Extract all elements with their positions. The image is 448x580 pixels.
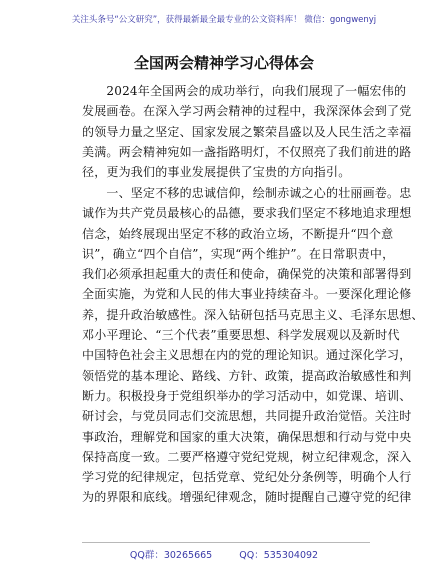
paragraph-line: 保持高度一致。二要严格遵守党纪党规，树立纪律观念，深入 [82, 449, 412, 464]
paragraph-line: 的领导力量之坚定、国家发展之繁荣昌盛以及人民生活之幸福 [82, 124, 412, 139]
footer-contacts [0, 547, 448, 561]
paragraph-line: 径，更为我们的事业发展提供了宝贵的方向指引。 [82, 165, 351, 180]
paragraph-line: 养，提升政治敏感性。深入钻研包括马克思主义、毛泽东思想、 [82, 307, 424, 322]
paragraph-line: 学习党的纪律规定，包括党章、党纪处分条例等，明确个人行 [82, 470, 412, 485]
footer-qq: QQ：535304092 [239, 550, 319, 561]
paragraph-line: 事政治，理解党和国家的重大决策，确保思想和行动与党中央 [82, 429, 412, 444]
paragraph-line: 为的界限和底线。增强纪律观念，随时提醒自己遵守党的纪律 [82, 490, 412, 505]
paragraph-line: 全面实施，为党和人民的伟大事业持续奋斗。一要深化理论修 [82, 287, 412, 302]
paragraph-line: 识”，确立“四个自信”，实现“两个维护”。在日常职责中， [82, 246, 395, 261]
footer-qq-group: QQ群：30265665 [129, 550, 213, 561]
paragraph-line: 邓小平理论、“三个代表”重要思想、科学发展观以及新时代 [82, 328, 400, 343]
paragraph-line: 中国特色社会主义思想在内的党的理论知识。通过深化学习， [82, 348, 412, 363]
paragraph-line: 诚作为共产党员最核心的品德，要求我们坚定不移地追求理想 [82, 206, 412, 221]
paragraph-line: 我们必须承担起重大的责任和使命，确保党的决策和部署得到 [82, 267, 412, 282]
paragraph-line: 发展画卷。在深入学习两会精神的过程中，我深深体会到了党 [82, 104, 412, 119]
paragraph-line: 研讨会，与党员同志们交流思想，共同提升政治觉悟。关注时 [82, 409, 412, 424]
paragraph-line: 信念，始终展现出坚定不移的政治立场，不断提升“四个意 [82, 226, 394, 241]
footer-divider [82, 542, 370, 543]
paragraph-line: 断力。积极投身于党组织举办的学习活动中，如党课、培训、 [82, 388, 412, 403]
paragraph-line: 领悟党的基本理论、路线、方针、政策，提高政治敏感性和判 [82, 368, 412, 383]
header-promo-note: 关注头条号“公文研究”，获得最新最全最专业的公文资料库！ 微信：gongwenyj [71, 15, 377, 25]
paragraph-line: 美满。两会精神宛如一盏指路明灯，不仅照亮了我们前进的路 [82, 144, 412, 159]
paragraph-line: 一、坚定不移的忠诚信仰，绘制赤诚之心的壮丽画卷。忠 [82, 186, 412, 200]
paragraph-line: 2024年全国两会的成功举行，向我们展现了一幅宏伟的 [82, 84, 407, 98]
document-title: 全国两会精神学习心得体会 [133, 54, 314, 72]
paragraph-intro [82, 81, 412, 182]
paragraph-section-1 [82, 183, 424, 508]
